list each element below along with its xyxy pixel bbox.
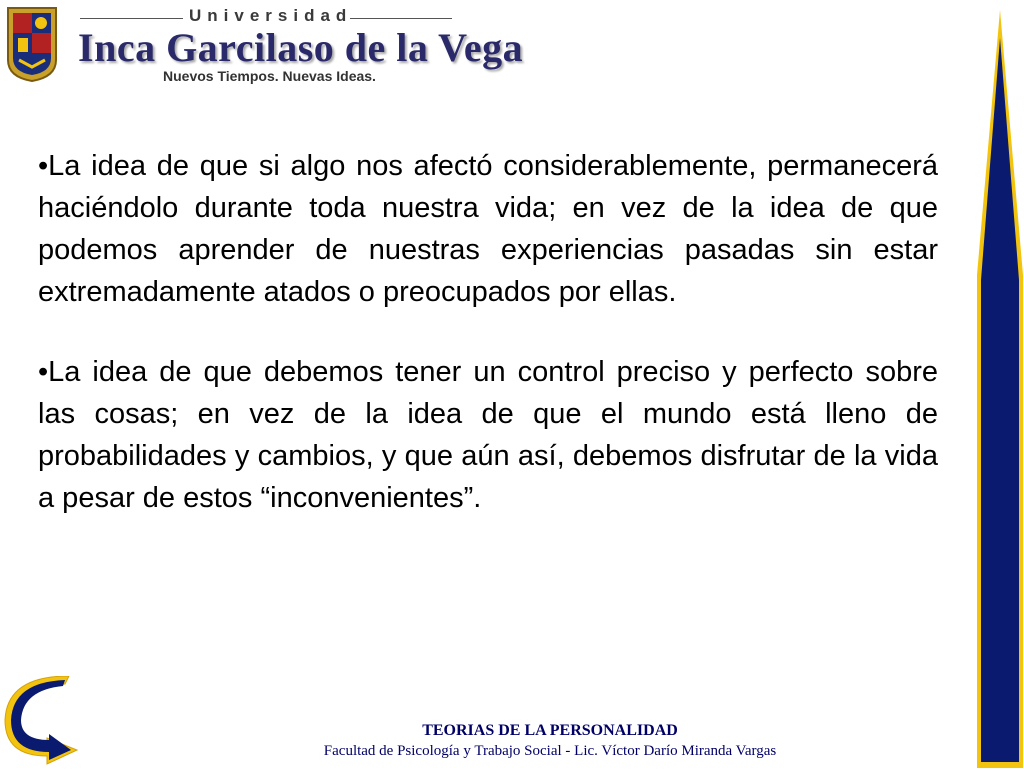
footer-subtitle: Facultad de Psicología y Trabajo Social - Lic. Víctor Darío Miranda Vargas bbox=[323, 743, 777, 759]
header-rule-right bbox=[350, 18, 452, 19]
paragraph-1: •La idea de que si algo nos afectó considerablemente, permanecerá haciéndolo durante toda nuestra vida; en vez de la idea de que podemos aprender de nuestras experiencias pasadas sin estar extremadamente atados o preocupados por ellas. bbox=[38, 150, 938, 308]
decorative-pillar bbox=[975, 10, 1024, 770]
university-crest-icon bbox=[5, 5, 59, 83]
university-logo bbox=[0, 0, 524, 95]
paragraph-2: •La idea de que debemos tener un control preciso y perfecto sobre las cosas; en vez de la idea de que el mundo está lleno de probabilidades y cambios, y que aún así, debemos disfrutar de la vida a pesar de estos “inconvenientes”. bbox=[38, 356, 938, 514]
slide-content bbox=[38, 145, 938, 557]
footer-title: TEORIAS DE LA PERSONALIDAD bbox=[422, 722, 678, 739]
institution-name: Inca Garcilaso de la Vega bbox=[78, 25, 524, 70]
return-arrow-icon[interactable] bbox=[3, 676, 83, 766]
university-slogan: Nuevos Tiempos. Nuevas Ideas. bbox=[163, 68, 376, 84]
universidad-label: Universidad bbox=[189, 6, 353, 25]
header-rule-left bbox=[80, 18, 183, 19]
